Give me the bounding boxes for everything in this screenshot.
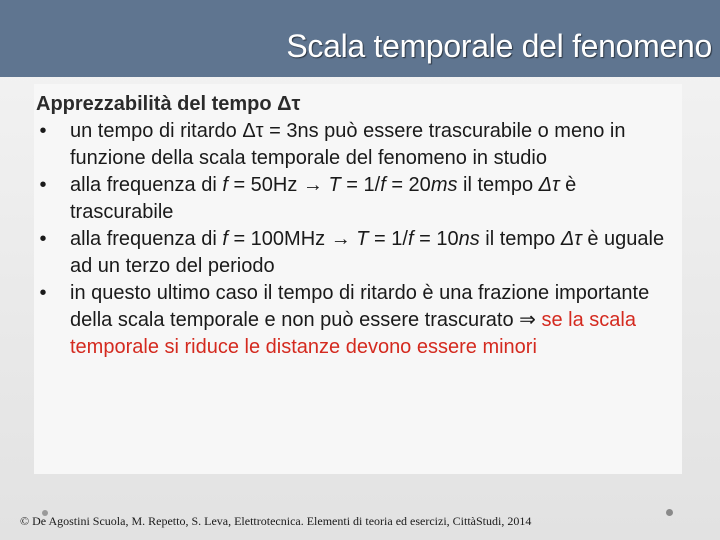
bullet-marker: •: [39, 174, 47, 196]
bullet-marker: •: [39, 228, 47, 250]
bullet-item-4: [36, 280, 676, 361]
bullet-text: un tempo di ritardo Δτ = 3ns può essere trascurabile o meno in funzione della scala temporale del fenomeno in studio: [70, 120, 626, 169]
highlight-conclusion: se la scala temporale si riduce le distanze devono essere minori: [70, 309, 636, 358]
bullet-marker: •: [39, 282, 47, 304]
bullet-text: alla frequenza di f = 50Hz → T = 1/f = 20ms il tempo Δτ è trascurabile: [70, 174, 577, 223]
bullet-item-3: [36, 226, 676, 280]
slide-title: Scala temporale del fenomeno: [286, 28, 712, 64]
bullet-text: in questo ultimo caso il tempo di ritardo è una frazione importante della scala temporale e non può essere trascurato ⇒ se la scala temporale si riduce le distanze devono essere minori: [70, 282, 650, 358]
bullet-text: alla frequenza di f = 100MHz → T = 1/f = 10ns il tempo Δτ è uguale ad un terzo del periodo: [70, 228, 665, 277]
slide-content: [36, 91, 676, 361]
bullet-marker: •: [39, 120, 47, 142]
footer-citation: © De Agostini Scuola, M. Repetto, S. Leva, Elettrotecnica. Elementi di teoria ed esercizi, CittàStudi, 2014: [20, 514, 532, 528]
bullet-item-1: [36, 118, 676, 172]
section-heading: Apprezzabilità del tempo Δτ: [36, 93, 301, 115]
decorative-dot-right: [666, 509, 673, 516]
bullet-item-2: [36, 172, 676, 226]
